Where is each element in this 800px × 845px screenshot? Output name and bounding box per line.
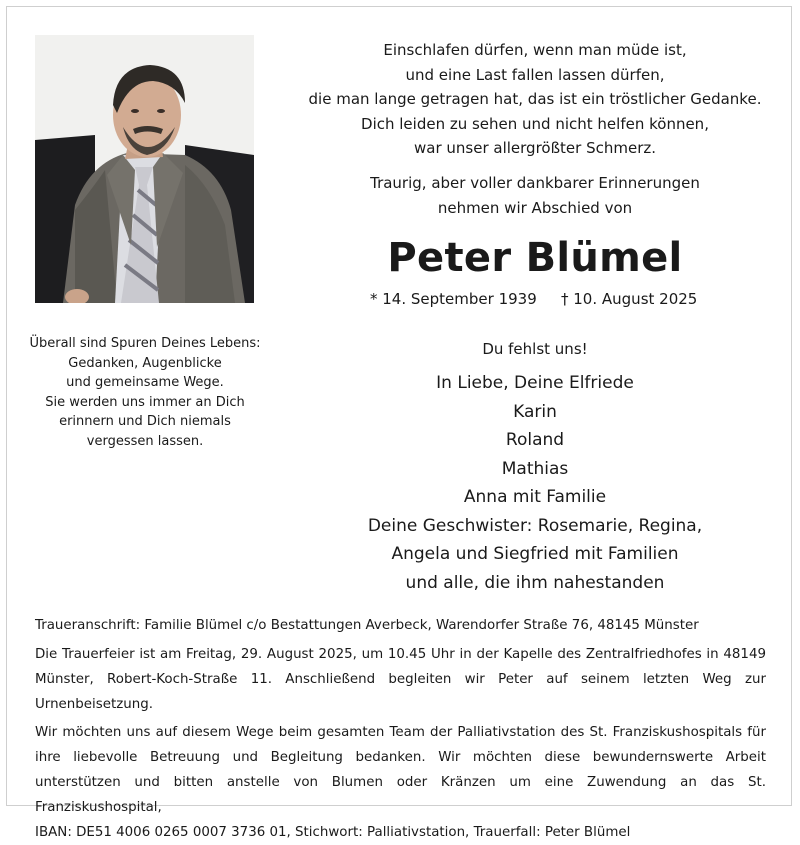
family-line: In Liebe, Deine Elfriede <box>436 373 634 393</box>
portrait-photo <box>35 35 254 303</box>
poem-line: war unser allergrößter Schmerz. <box>414 139 656 158</box>
family-line: Angela und Siegfried mit Familien <box>391 544 679 564</box>
family-line: Roland <box>505 430 565 450</box>
thanks-paragraph: Wir möchten uns auf diesem Wege beim gesamten Team der Palliativstation des St. Franziskushospitals für ihre liebevolle Betreuung und Begleitung bedanken. Wir möchten diese bewundernswerte Arbeit unterstützen und bitten anstelle von Blumen oder Kränzen um eine Zuwendung an das St. Franziskushospital, <box>35 725 766 815</box>
family-line: Deine Geschwister: Rosemarie, Regina, <box>367 515 703 536</box>
footer-info <box>35 613 766 845</box>
family-list <box>305 369 765 597</box>
poem-block <box>305 38 765 161</box>
deceased-name: Peter Blümel <box>387 235 683 281</box>
memorial-quote <box>20 334 270 451</box>
quote-line: erinnern und Dich niemals <box>59 414 231 429</box>
poem-line: Einschlafen dürfen, wenn man müde ist, <box>383 41 687 59</box>
intro-line: nehmen wir Abschied von <box>437 198 633 217</box>
family-line: Anna mit Familie <box>463 487 607 507</box>
quote-line: Überall sind Spuren Deines Lebens: <box>29 336 261 351</box>
bank-details: IBAN: DE51 4006 0265 0007 3736 01, Stichwort: Palliativstation, Trauerfall: Peter Blümel <box>35 825 631 840</box>
death-date: † 10. August 2025 <box>561 290 698 308</box>
quote-line: Sie werden uns immer an Dich <box>45 394 245 410</box>
family-line: Mathias <box>501 458 569 479</box>
family-line: Karin <box>513 401 557 422</box>
quote-line: und gemeinsame Wege. <box>66 375 224 390</box>
missed-text: Du fehlst uns! <box>482 340 588 358</box>
birth-date: * 14. September 1939 <box>370 290 537 308</box>
poem-line: Dich leiden zu sehen und nicht helfen können, <box>361 114 709 133</box>
intro-block <box>305 171 765 220</box>
life-dates <box>360 287 720 311</box>
mourning-address: Traueranschrift: Familie Blümel c/o Bestattungen Averbeck, Warendorfer Straße 76, 48145 Münster <box>35 618 699 633</box>
quote-line: Gedanken, Augenblicke <box>68 355 222 371</box>
quote-line: vergessen lassen. <box>86 433 204 449</box>
family-line: und alle, die ihm nahestanden <box>405 572 665 593</box>
ceremony-details: Die Trauerfeier ist am Freitag, 29. August 2025, um 10.45 Uhr in der Kapelle des Zentralfriedhofes in 48149 Münster, Robert-Koch-Straße 11. Anschließend begleiten wir Peter auf seinem letzten Weg zur Urnenbeisetzung. <box>35 647 766 712</box>
poem-line: und eine Last fallen lassen dürfen, <box>405 65 665 84</box>
poem-line: die man lange getragen hat, das ist ein tröstlicher Gedanke. <box>308 90 762 109</box>
intro-line: Traurig, aber voller dankbarer Erinnerungen <box>370 174 700 192</box>
